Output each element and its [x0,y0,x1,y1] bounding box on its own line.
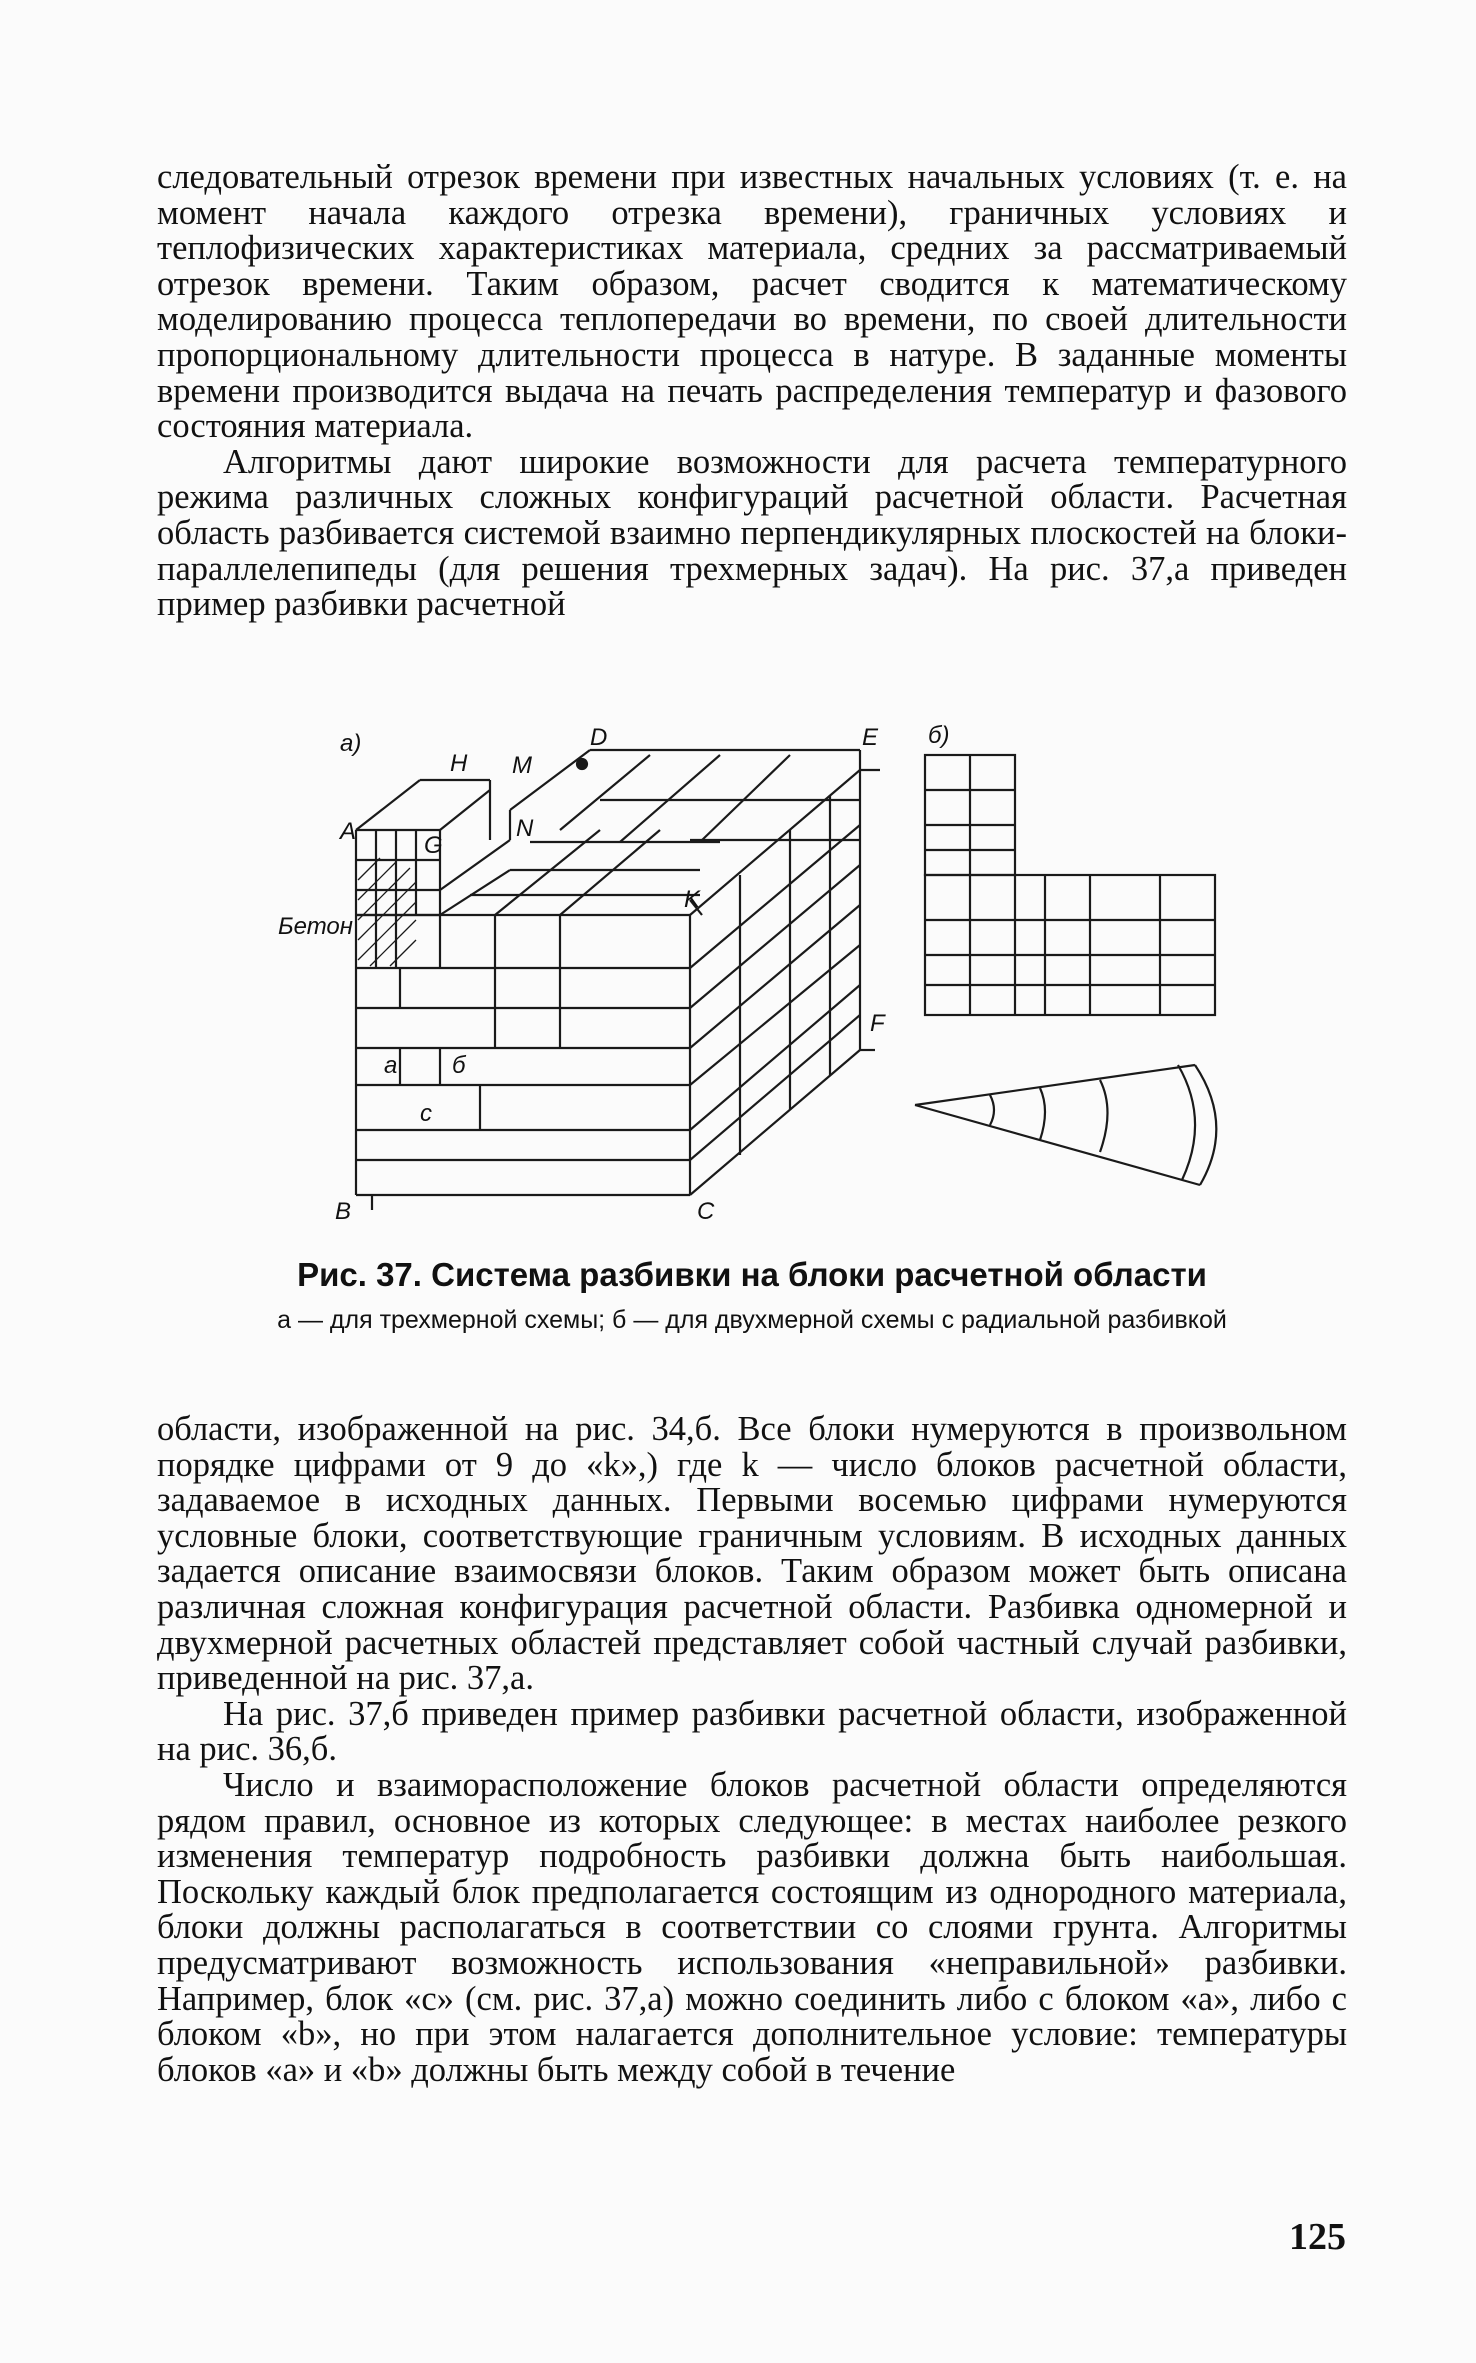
point-label-a: A [340,818,357,845]
block-c-label: с [420,1100,432,1127]
figure-caption-title: Рис. 37. Система разбивки на блоки расчетной области [297,1256,1207,1293]
paragraph: области, изображенной на рис. 34,б. Все блоки нумеруются в произвольном порядке цифрами от 9 до «k»,) где k — число блоков расчетной области, задаваемое в исходных данных. Первыми восемью цифрами нумеруются условные блоки, соответствующие граничным условиям. В исходных данных задается описание взаимосвязи блоков. Таким образом может быть описана различная сложная конфигурация расчетной области. Разбивка одномерной и двухмерной расчетных областей представляет собой частный случай разбивки, приведенной на рис. 37,а. [157,1410,1347,1698]
block-b-label: б [452,1052,466,1079]
panel-a-label: а) [340,730,362,757]
block-a-label: а [384,1052,398,1079]
paragraph: На рис. 37,б приведен пример разбивки расчетной области, изображенной на рис. 36,б. [157,1694,1347,1769]
bottom-text [157,1412,1347,2088]
paragraph: Число и взаиморасположение блоков расчетной области определяются рядом правил, основное из которых следующее: в местах наиболее резкого изменения температур подробность разбивки должна быть наибольшая. Поскольку каждый блок предполагается состоящим из однородного материала, блоки должны располагаться в соответствии со слоями грунта. Алгоритмы предусматривают возможность использования «неправильной» разбивки. Например, блок «с» (см. рис. 37,а) можно соединить либо с блоком «а», либо с блоком «b», но при этом налагается дополнительное условие: температуры блоков «а» и «b» должны быть между собой в течение [157,1765,1347,2089]
point-label-k: K [684,886,701,913]
point-label-b: B [335,1198,352,1225]
point-label-h: H [450,750,468,777]
paragraph: следовательный отрезок времени при известных начальных условиях (т. е. на момент начала каждого отрезка времени), граничных условиях и теплофизических характеристиках материала, средних за рассматриваемый отрезок времени. Таким образом, расчет сводится к математическому моделированию процесса теплопередачи во времени, по своей длительности пропорциональному длительности процесса в натуре. В заданные моменты времени производится выдача на печать распределения температур и фазового состояния материала. [157,158,1347,446]
page-number: 125 [1289,2216,1346,2258]
point-label-m: M [512,752,532,779]
point-label-f: F [870,1010,885,1037]
panel-b-label: б) [928,722,950,749]
point-label-c: C [697,1198,715,1225]
point-label-g: G [424,832,443,859]
point-label-d: D [590,724,608,751]
beton-label: Бетон [278,913,353,940]
point-label-n: N [516,815,534,842]
paragraph: Алгоритмы дают широкие возможности для расчета температурного режима различных сложных конфигураций расчетной области. Расчетная область разбивается системой взаимно перпендикулярных плоскостей на блоки-параллелепипеды (для решения трехмерных задач). На рис. 37,а приведен пример разбивки расчетной [157,442,1347,624]
top-text [157,160,1347,623]
figure-caption-subtitle: а — для трехмерной схемы; б — для двухмерной схемы с радиальной разбивкой [277,1306,1227,1334]
point-label-e: E [862,724,879,751]
